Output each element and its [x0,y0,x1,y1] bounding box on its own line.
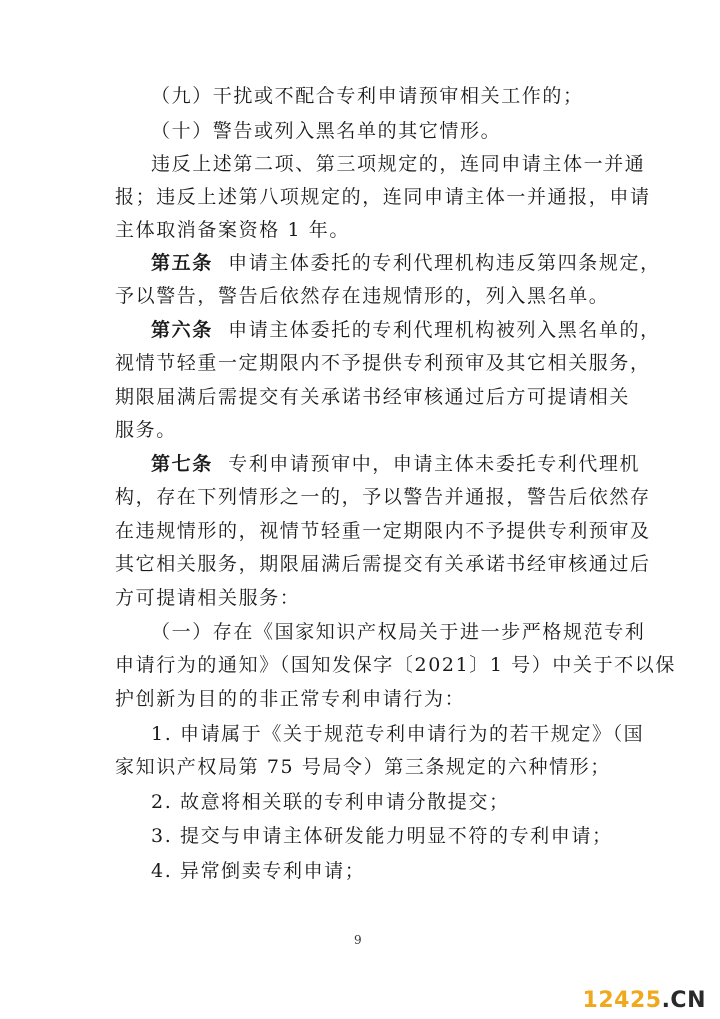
text-line: 1. 申请属于《关于规范专利申请行为的若干规定》（国 [151,723,645,745]
article-7-line: 第七条 专利申请预审中，申请主体未委托专利代理机 [151,453,641,475]
text-line: 方可提请相关服务： [115,587,301,609]
article-6-line: 第六条 申请主体委托的专利代理机构被列入黑名单的， [151,319,661,341]
page-number: 9 [354,933,362,947]
text-line: 3. 提交与申请主体研发能力明显不符的专利申请； [151,825,613,847]
text-line: 报；违反上述第八项规定的，连同申请主体一并通报，申请 [115,186,651,208]
text-line: 4. 异常倒卖专利申请； [151,860,366,882]
text-line: 违反上述第二项、第三项规定的，连同申请主体一并通 [151,153,646,175]
text-line: （十）警告或列入黑名单的其它情形。 [151,120,502,142]
text-line: 予以警告，警告后依然存在违规情形的，列入黑名单。 [115,285,610,307]
article-heading: 第六条 [151,319,213,341]
watermark-domain: .CN [661,988,706,1013]
text-line: 申请行为的通知》（国知发保字〔2021〕1 号）中关于不以保 [115,654,676,676]
text-line: 服务。 [115,419,177,441]
text-line: 2. 故意将相关联的专利申请分散提交； [151,791,510,813]
article-5-line: 第五条 申请主体委托的专利代理机构违反第四条规定， [151,252,661,274]
watermark-number: 12425 [582,988,662,1013]
text-line: 视情节轻重一定期限内不予提供专利预审及其它相关服务， [115,352,651,374]
text-line: 构，存在下列情形之一的，予以警告并通报，警告后依然存 [115,486,651,508]
watermark-logo [583,988,706,1013]
text-line: 护创新为目的的非正常专利申请行为： [115,688,466,710]
text-line: 家知识产权局第 75 号局令）第三条规定的六种情形； [115,756,611,778]
text-line: 期限届满后需提交有关承诺书经审核通过后方可提请相关 [115,386,631,408]
text-line: 在违规情形的，视情节轻重一定期限内不予提供专利预审及 [115,520,651,542]
text-line: （一）存在《国家知识产权局关于进一步严格规范专利 [151,621,646,643]
article-heading: 第五条 [151,252,213,274]
text-line: 其它相关服务，期限届满后需提交有关承诺书经审核通过后 [115,553,651,575]
article-heading: 第七条 [151,453,213,475]
text-line: 主体取消备案资格 1 年。 [115,219,350,241]
text-line: （九）干扰或不配合专利申请预审相关工作的； [151,85,584,107]
